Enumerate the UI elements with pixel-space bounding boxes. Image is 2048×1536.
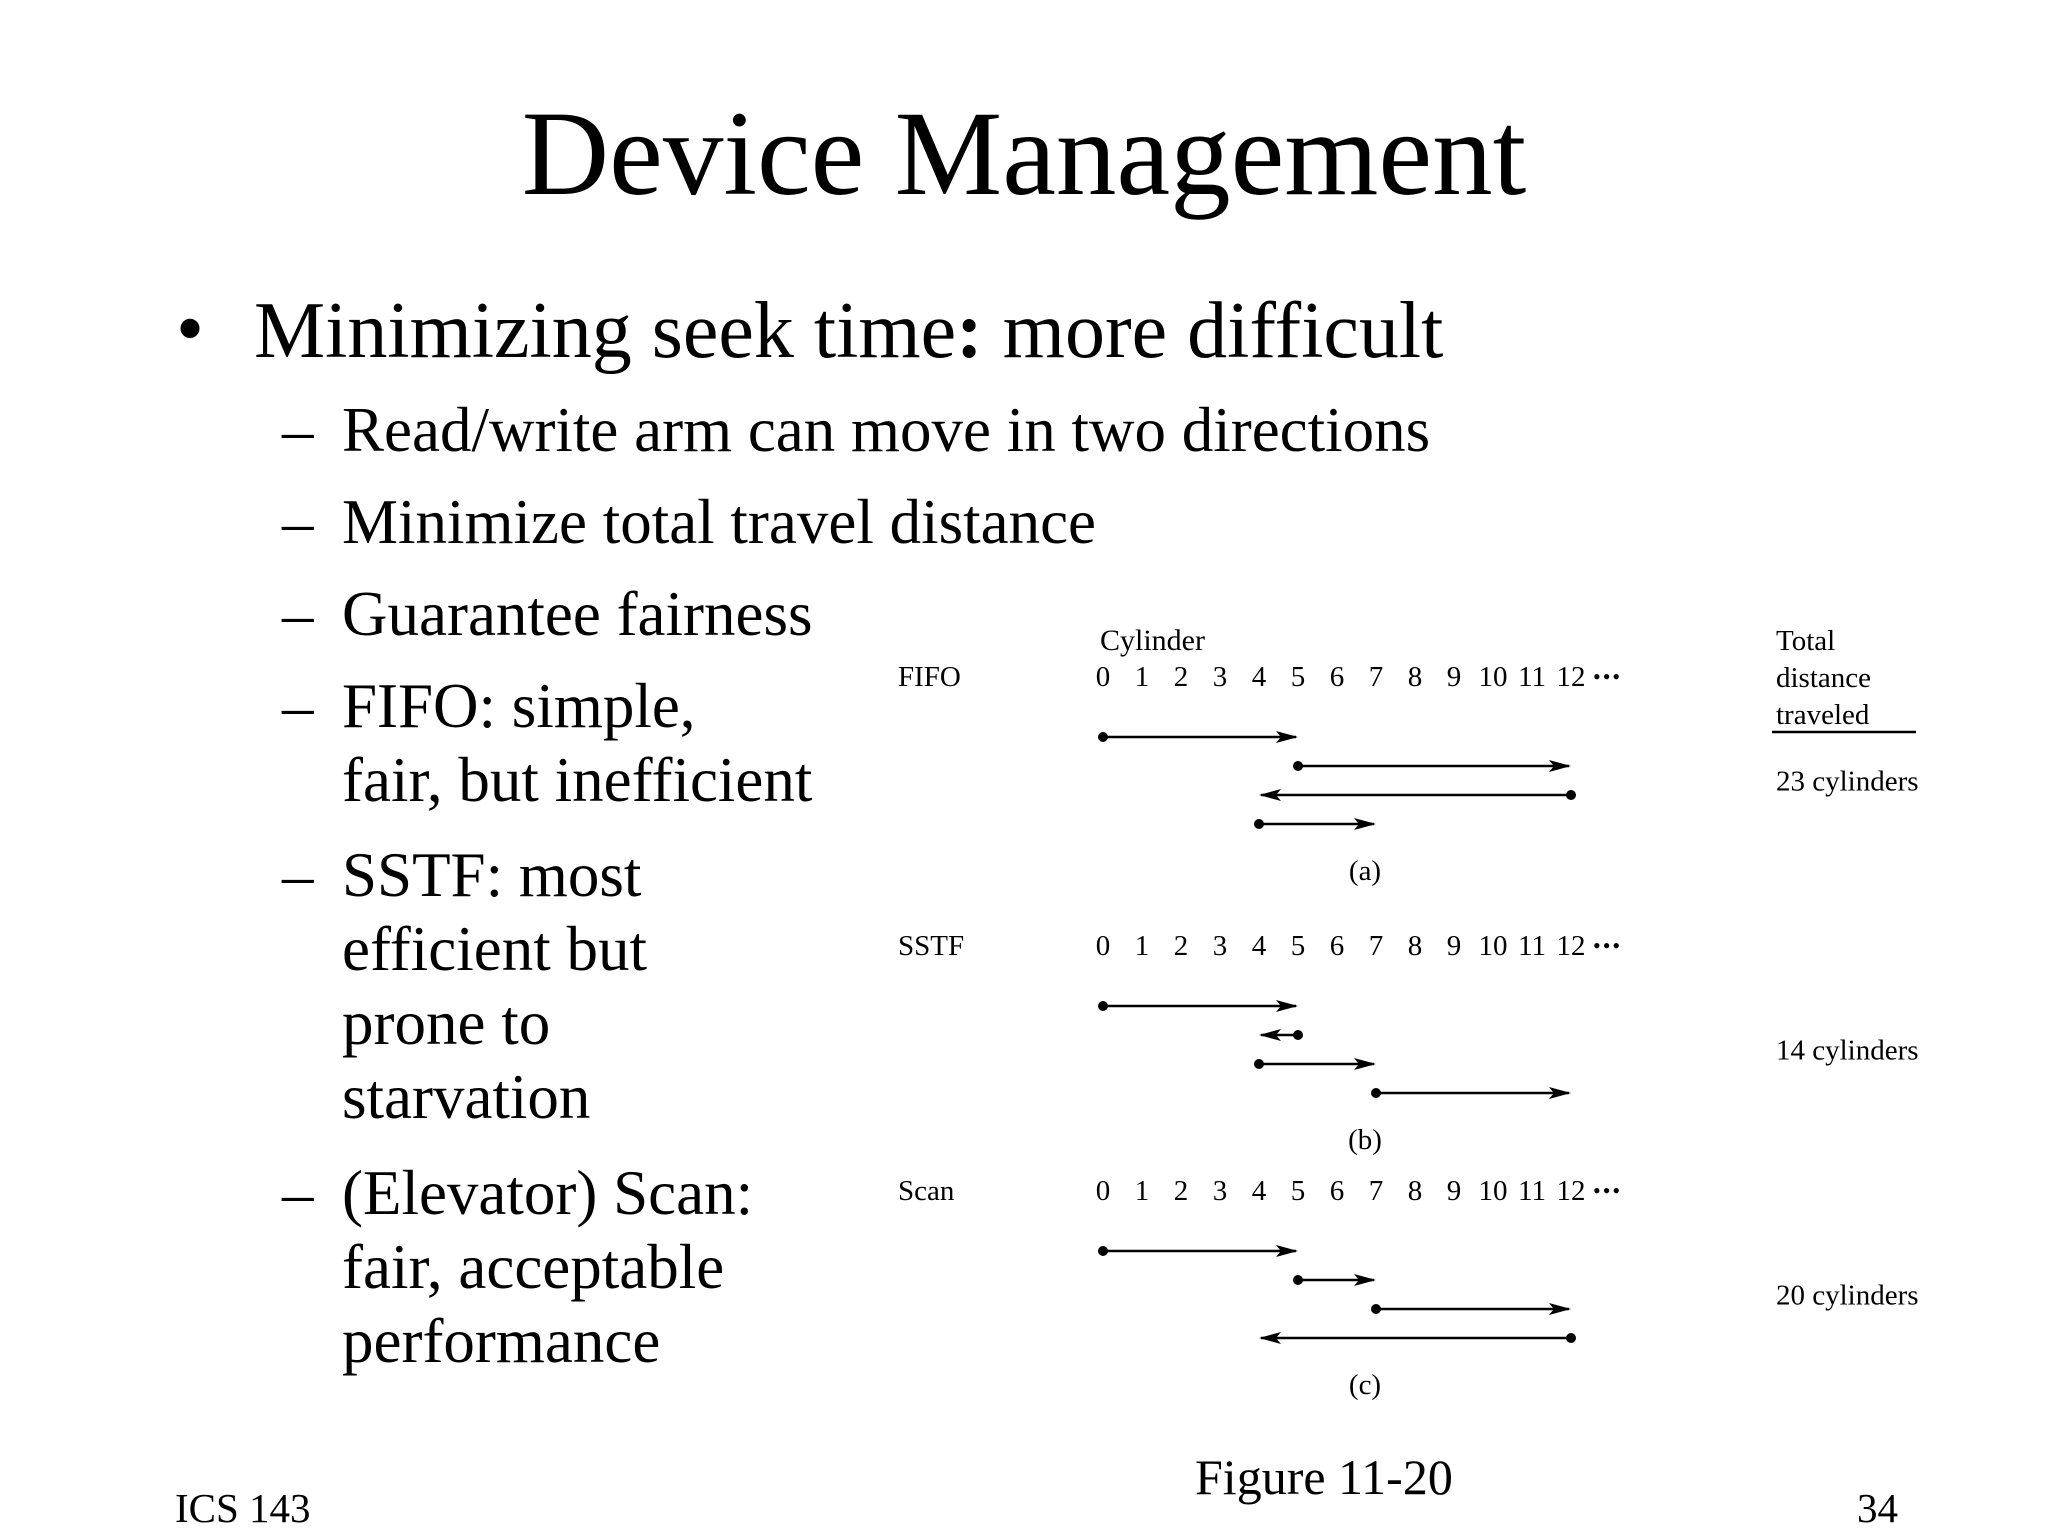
sub-bullet-line: (Elevator) Scan: [342, 1158, 754, 1228]
sub-bullet-line: FIFO: simple, [342, 671, 696, 741]
cylinder-tick: 7 [1368, 661, 1384, 693]
bullet-icon: • [176, 285, 205, 373]
cylinder-tick: 2 [1173, 1175, 1189, 1207]
sub-bullet-line: prone to [342, 988, 551, 1058]
cylinder-tick: 3 [1212, 661, 1228, 693]
panel-caption: (c) [1348, 1369, 1382, 1401]
figure-caption: Figure 11-20 [1195, 1449, 1453, 1505]
cylinder-tick: 4 [1251, 661, 1267, 693]
sub-bullet-line: fair, but inefficient [342, 745, 813, 815]
cylinder-tick: 0 [1095, 661, 1111, 693]
footer-course: ICS 143 [175, 1485, 311, 1531]
cylinder-tick: 9 [1446, 1175, 1462, 1207]
panel-caption: (a) [1348, 855, 1382, 887]
main-bullet-lead: Minimizing seek time [254, 287, 957, 375]
panel-label: Scan [898, 1175, 955, 1207]
cylinder-tick: 12 [1556, 1175, 1586, 1207]
dash-icon: – [282, 671, 314, 741]
cylinder-tick: 10 [1478, 930, 1508, 962]
total-distance: 14 cylinders [1776, 1034, 1919, 1067]
cylinder-tick: 7 [1368, 1175, 1384, 1207]
sub-bullet-line: efficient but [342, 914, 647, 984]
cylinder-tick: 9 [1446, 930, 1462, 962]
total-header-line: traveled [1776, 699, 1870, 731]
sub-bullet-line: fair, acceptable [342, 1232, 725, 1302]
cylinder-tick: 2 [1173, 930, 1189, 962]
cylinder-tick: 10 [1478, 661, 1508, 693]
panel-label: FIFO [898, 661, 961, 693]
cylinder-tick: 5 [1290, 661, 1306, 693]
dash-icon: – [282, 487, 314, 557]
cylinder-tick: 1 [1134, 661, 1150, 693]
page-number: 34 [1857, 1485, 1898, 1531]
cylinder-tick: 11 [1518, 930, 1546, 962]
cylinder-tick: 8 [1407, 661, 1423, 693]
cylinder-tick: 4 [1251, 1175, 1267, 1207]
cylinder-tick: 5 [1290, 1175, 1306, 1207]
cylinder-tick: 9 [1446, 661, 1462, 693]
cylinder-tick: 4 [1251, 930, 1267, 962]
cylinder-tick: 11 [1518, 1175, 1546, 1207]
cylinder-tick: 7 [1368, 930, 1384, 962]
cylinder-tick: 1 [1134, 1175, 1150, 1207]
dash-icon: – [282, 1158, 314, 1228]
cylinder-tick: 3 [1212, 1175, 1228, 1207]
cylinder-label: Cylinder [1100, 624, 1205, 657]
sub-bullet-line: Read/write arm can move in two directions [342, 395, 1431, 465]
dash-icon: – [282, 840, 314, 910]
cylinder-tick: 0 [1095, 1175, 1111, 1207]
cylinder-tick: 12 [1556, 930, 1586, 962]
sub-bullet-line: Minimize total travel distance [342, 487, 1097, 557]
cylinder-tick: 2 [1173, 661, 1189, 693]
cylinder-tick: 12 [1556, 661, 1586, 693]
cylinder-tick: 6 [1329, 661, 1345, 693]
ellipsis-icon: ••• [1593, 664, 1623, 689]
main-bullet-rest: more difficult [982, 287, 1444, 375]
total-distance: 20 cylinders [1776, 1279, 1919, 1312]
slide-title: Device Management [521, 87, 1527, 221]
total-header-line: distance [1776, 662, 1872, 694]
cylinder-tick: 1 [1134, 930, 1150, 962]
cylinder-tick: 10 [1478, 1175, 1508, 1207]
sub-bullet-line: Guarantee fairness [342, 579, 813, 649]
cylinder-tick: 6 [1329, 930, 1345, 962]
ellipsis-icon: ••• [1593, 1178, 1623, 1203]
panel-caption: (b) [1348, 1124, 1382, 1156]
dash-icon: – [282, 579, 314, 649]
cylinder-tick: 11 [1518, 661, 1546, 693]
dash-icon: – [282, 395, 314, 465]
total-distance: 23 cylinders [1776, 765, 1919, 798]
sub-bullet-line: performance [342, 1306, 661, 1376]
cylinder-tick: 3 [1212, 930, 1228, 962]
ellipsis-icon: ••• [1593, 933, 1623, 958]
panels-group [898, 661, 1919, 1401]
cylinder-tick: 8 [1407, 930, 1423, 962]
sub-bullet-line: SSTF: most [342, 840, 642, 910]
sub-bullet-line: starvation [342, 1062, 591, 1132]
panel-label: SSTF [898, 930, 965, 962]
total-header-line: Total [1776, 625, 1836, 657]
cylinder-tick: 0 [1095, 930, 1111, 962]
cylinder-tick: 5 [1290, 930, 1306, 962]
cylinder-tick: 8 [1407, 1175, 1423, 1207]
cylinder-tick: 6 [1329, 1175, 1345, 1207]
main-bullet-colon: : [956, 287, 983, 375]
